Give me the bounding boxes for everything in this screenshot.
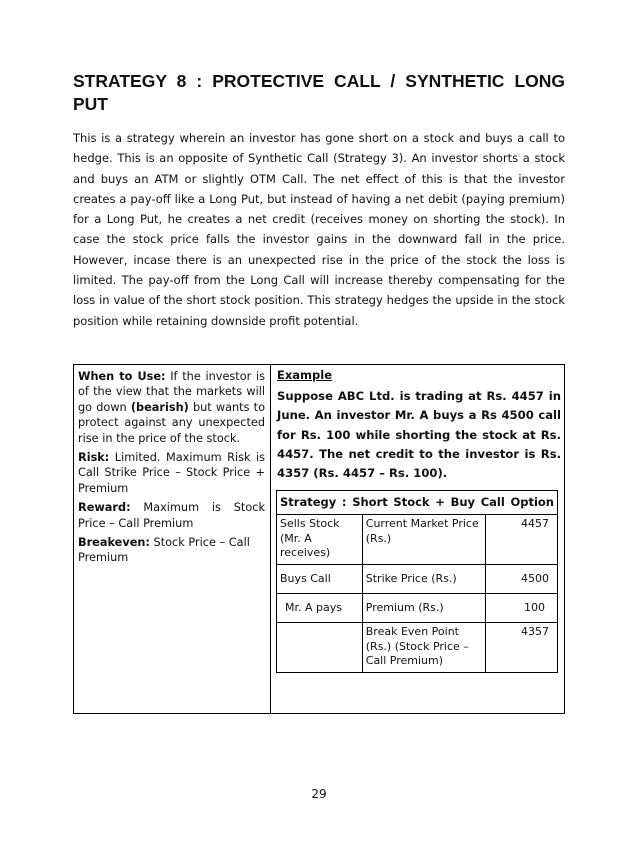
- breakeven-label: Breakeven:: [78, 536, 150, 550]
- payoff-table: [276, 490, 558, 673]
- table-row: [277, 623, 558, 673]
- table-cell: 4500: [486, 565, 558, 594]
- reward-label: Reward:: [78, 501, 131, 515]
- table-cell: Premium (Rs.): [362, 594, 485, 623]
- table-cell: Buys Call: [277, 565, 363, 594]
- table-cell: 4357: [486, 623, 558, 673]
- when-to-use-text-a: If the investor is of the view that the markets will go down: [78, 370, 266, 414]
- example-section: [277, 367, 561, 483]
- table-header-row: [277, 491, 558, 515]
- risk-text: Limited. Maximum Risk is Call Strike Price – Stock Price + Premium: [78, 451, 265, 495]
- when-to-use-bold: (bearish): [130, 400, 189, 414]
- table-cell: 100: [486, 594, 558, 623]
- table-cell: Current Market Price (Rs.): [362, 515, 485, 565]
- table-cell: [277, 623, 363, 673]
- table-cell: 4457: [486, 515, 558, 565]
- page-number: 29: [311, 787, 327, 801]
- breakeven-text: Stock Price – Call Premium: [78, 536, 250, 565]
- when-to-use-text-b: but wants to protect against any unexpected rise in the price of the stock.: [78, 400, 265, 445]
- reward: [78, 500, 265, 531]
- column-divider: [270, 365, 271, 713]
- table-header: Strategy : Short Stock + Buy Call Option: [277, 491, 558, 515]
- reward-text: Maximum is Stock Price – Call Premium: [78, 501, 265, 530]
- page-title: STRATEGY 8 : PROTECTIVE CALL / SYNTHETIC LONG PUT: [73, 71, 565, 114]
- table-row: [277, 565, 558, 594]
- strategy-box: [73, 364, 565, 714]
- risk: [78, 450, 265, 496]
- when-to-use: [78, 369, 265, 446]
- risk-label: Risk:: [78, 451, 110, 465]
- table-cell: Mr. A pays: [277, 594, 363, 623]
- breakeven: [78, 535, 265, 566]
- body-paragraph: This is a strategy wherein an investor has gone short on a stock and buys a call to hedge. This is an opposite of Synthetic Call (Strategy 3). An investor shorts a stock and buys an ATM or slightly OTM Call. The net effect of this is that the investor creates a pay-off like a Long Put, but instead of having a net debit (paying premium) for a Long Put, he creates a net credit (receives money on shorting the stock). In case the stock price falls the investor gains in the downward fall in the price. However, incase there is an unexpected rise in the price of the stock the loss is limited. The pay-off from the Long Call will increase thereby compensating for the loss in value of the short stock position. This strategy hedges the upside in the stock position while retaining downside profit potential.: [73, 131, 565, 328]
- example-heading: Example: [277, 368, 332, 382]
- table-row: [277, 515, 558, 565]
- table-row: [277, 594, 558, 623]
- table-cell: Sells Stock (Mr. A receives): [277, 515, 363, 565]
- example-text: Suppose ABC Ltd. is trading at Rs. 4457 in June. An investor Mr. A buys a Rs 4500 call for Rs. 100 while shorting the stock at Rs. 4457. The net credit to the investor is Rs. 4357 (Rs. 4457 – Rs. 100).: [277, 389, 561, 481]
- when-to-use-label: When to Use:: [78, 370, 166, 383]
- table-cell: Strike Price (Rs.): [362, 565, 485, 594]
- strategy-summary: [78, 369, 265, 570]
- table-cell: Break Even Point (Rs.) (Stock Price – Call Premium): [362, 623, 485, 673]
